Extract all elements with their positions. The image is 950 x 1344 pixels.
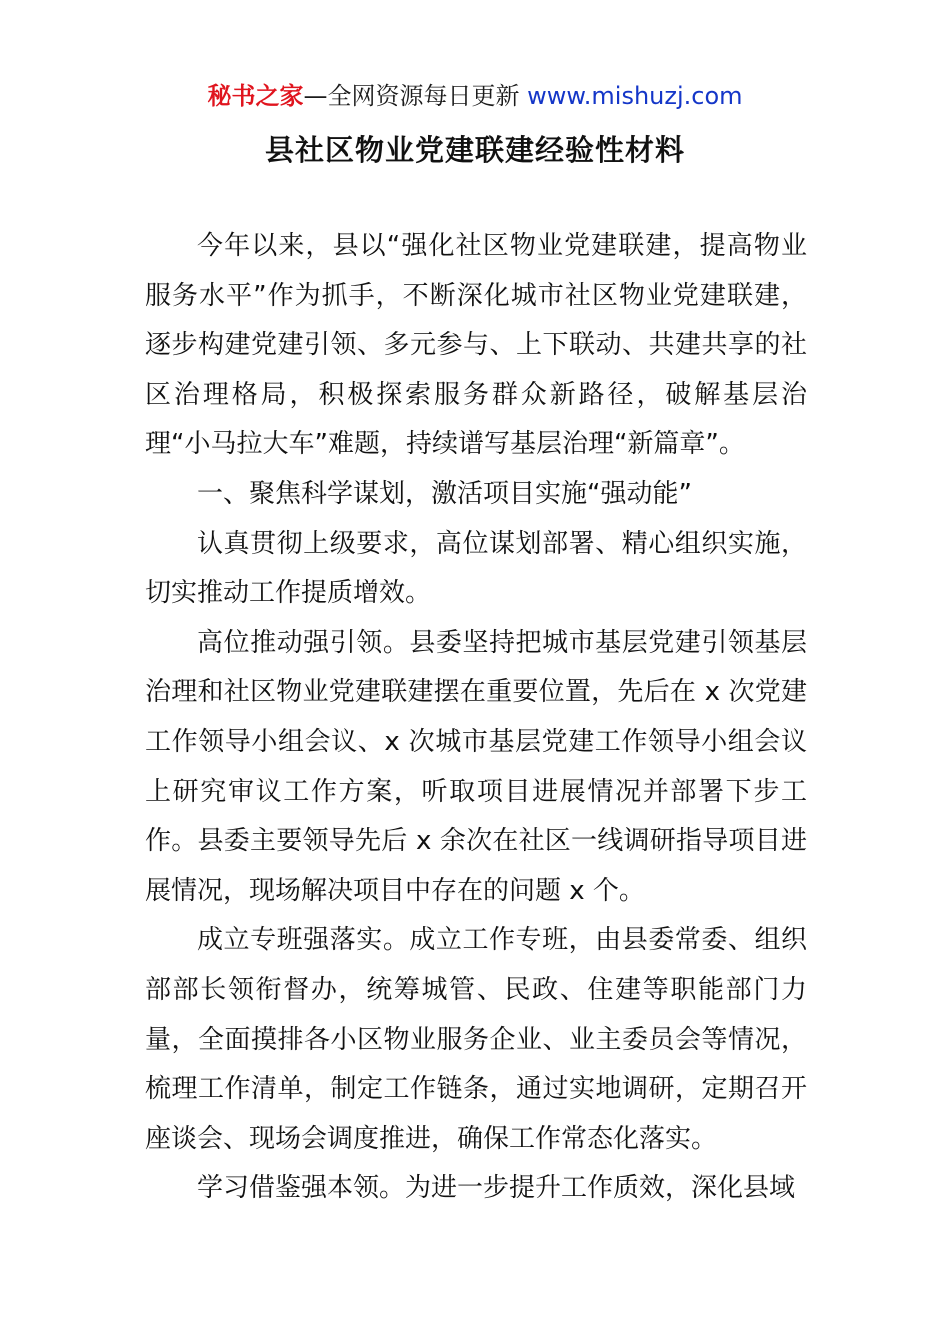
site-header <box>0 80 950 112</box>
site-tagline: —全网资源每日更新 <box>303 82 528 110</box>
paragraph-learning: 学习借鉴强本领。为进一步提升工作质效，深化县域 <box>197 1173 796 1204</box>
section-heading-1: 一、聚焦科学谋划，激活项目实施“强动能” <box>197 478 692 509</box>
site-url-link[interactable]: www.mishuzj.com <box>527 82 743 110</box>
site-brand: 秘书之家 <box>207 82 304 110</box>
document-body <box>145 222 807 1214</box>
paragraph-intro: 今年以来，县以“强化社区物业党建联建，提高物业服务水平”作为抓手，不断深化城市社区物业党建联建，逐步构建党建引领、多元参与、上下联动、共建共享的社区治理格局，积极探索服务群众新路径，破解基层治理“小马拉大车”难题，持续谱写基层治理“新篇章”。 <box>145 231 807 460</box>
paragraph-task-force: 成立专班强落实。成立工作专班，由县委常委、组织部部长领衔督办，统筹城管、民政、住建等职能部门力量，全面摸排各小区物业服务企业、业主委员会等情况，梳理工作清单，制定工作链条，通过实地调研，定期召开座谈会、现场会调度推进，确保工作常态化落实。 <box>145 925 807 1154</box>
paragraph-section-1-intro: 认真贯彻上级要求，高位谋划部署、精心组织实施，切实推动工作提质增效。 <box>145 528 807 609</box>
paragraph-high-level-push: 高位推动强引领。县委坚持把城市基层党建引领基层治理和社区物业党建联建摆在重要位置，先后在 x 次党建工作领导小组会议、x 次城市基层党建工作领导小组会议上研究审议工作方案，听取项目进展情况并部署下步工作。县委主要领导先后 x 余次在社区一线调研指导项目进展情况，现场解决项目中存在的问题 x 个。 <box>145 627 807 906</box>
document-title: 县社区物业党建联建经验性材料 <box>264 133 685 167</box>
